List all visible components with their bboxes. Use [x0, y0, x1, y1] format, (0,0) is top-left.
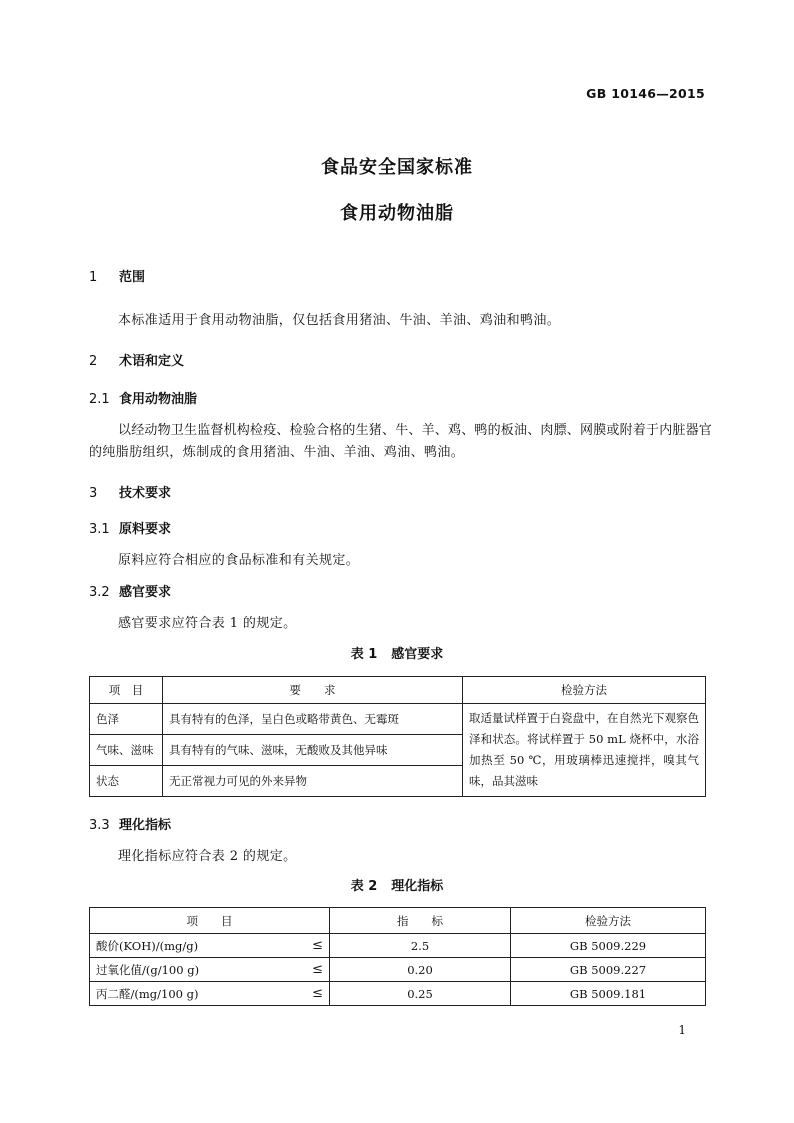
document-subtitle: 食用动物油脂 [340, 203, 454, 224]
less-equal-sign: ≤ [312, 938, 323, 953]
section-3-1-heading [89, 518, 171, 537]
item-cell [90, 934, 330, 958]
indicator-value-cell: 0.20 [330, 958, 511, 982]
table-row [90, 982, 706, 1006]
section-1-heading [89, 266, 145, 285]
section-number: 3.1 [89, 522, 110, 537]
section-title: 感官要求 [119, 585, 172, 600]
table-1-caption [0, 643, 794, 662]
table-row [90, 934, 706, 958]
section-number: 1 [89, 270, 98, 285]
section-number: 3.2 [89, 585, 110, 600]
column-header: 指 标 [330, 908, 511, 934]
sensory-requirements-table [89, 676, 706, 797]
section-number: 2 [89, 354, 98, 369]
section-2-1-heading [89, 388, 197, 407]
section-3-2-heading [89, 581, 171, 600]
test-method-cell: GB 5009.229 [511, 934, 706, 958]
section-title: 技术要求 [119, 486, 172, 501]
section-number: 2.1 [89, 392, 110, 407]
item-name: 过氧化值/(g/100 g) [96, 962, 200, 977]
section-1-body: 本标准适用于食用动物油脂，仅包括食用猪油、牛油、羊油、鸡油和鸭油。 [118, 313, 561, 328]
item-cell: 气味、滋味 [90, 735, 163, 766]
indicator-value-cell: 0.25 [330, 982, 511, 1006]
column-header: 项 目 [90, 908, 330, 934]
section-3-3-heading [89, 814, 171, 833]
section-2-1-body-line2: 的纯脂肪组织，炼制成的食用猪油、牛油、羊油、鸡油、鸭油。 [89, 445, 465, 460]
item-name: 丙二醛/(mg/100 g) [96, 986, 199, 1001]
section-number: 3 [89, 486, 98, 501]
table-row [90, 704, 706, 735]
item-cell: 色泽 [90, 704, 163, 735]
item-name: 酸价(KOH)/(mg/g) [96, 938, 199, 953]
requirement-cell: 无正常视力可见的外来异物 [163, 766, 463, 797]
section-title: 原料要求 [119, 522, 172, 537]
less-equal-sign: ≤ [312, 986, 323, 1001]
section-2-heading [89, 350, 184, 369]
section-title: 理化指标 [119, 818, 172, 833]
item-cell: 状态 [90, 766, 163, 797]
test-method-cell: GB 5009.227 [511, 958, 706, 982]
test-method-cell: GB 5009.181 [511, 982, 706, 1006]
less-equal-sign: ≤ [312, 962, 323, 977]
caption-number: 表 1 [350, 647, 378, 662]
column-header: 要 求 [163, 677, 463, 704]
caption-title: 理化指标 [391, 879, 444, 894]
section-number: 3.3 [89, 818, 110, 833]
document-title: 食品安全国家标准 [321, 157, 473, 178]
column-header: 项 目 [90, 677, 163, 704]
table-row [90, 958, 706, 982]
section-title: 术语和定义 [119, 354, 185, 369]
standard-number: GB 10146—2015 [586, 86, 705, 101]
physicochemical-indicators-table [89, 907, 706, 1006]
requirement-cell: 具有特有的色泽，呈白色或略带黄色、无霉斑 [163, 704, 463, 735]
test-method-cell: 取适量试样置于白瓷盘中，在自然光下观察色泽和状态。将试样置于 50 mL 烧杯中，水浴加热至 50 ℃，用玻璃棒迅速搅拌，嗅其气味，品其滋味 [463, 704, 706, 797]
section-title: 食用动物油脂 [119, 392, 198, 407]
section-3-3-body: 理化指标应符合表 2 的规定。 [118, 849, 297, 864]
section-2-1-body-line1: 以经动物卫生监督机构检疫、检验合格的生猪、牛、羊、鸡、鸭的板油、肉膘、网膜或附着于内脏器官 [118, 423, 713, 438]
caption-title: 感官要求 [391, 647, 444, 662]
item-cell [90, 982, 330, 1006]
section-3-heading [89, 482, 171, 501]
section-title: 范围 [119, 270, 146, 285]
section-3-2-body: 感官要求应符合表 1 的规定。 [118, 616, 297, 631]
table-2-caption [0, 875, 794, 894]
column-header: 检验方法 [463, 677, 706, 704]
indicator-value-cell: 2.5 [330, 934, 511, 958]
caption-number: 表 2 [350, 879, 378, 894]
page-number: 1 [678, 1023, 686, 1037]
table-header-row [90, 908, 706, 934]
requirement-cell: 具有特有的气味、滋味，无酸败及其他异味 [163, 735, 463, 766]
item-cell [90, 958, 330, 982]
section-3-1-body: 原料应符合相应的食品标准和有关规定。 [118, 553, 360, 568]
column-header: 检验方法 [511, 908, 706, 934]
table-header-row [90, 677, 706, 704]
